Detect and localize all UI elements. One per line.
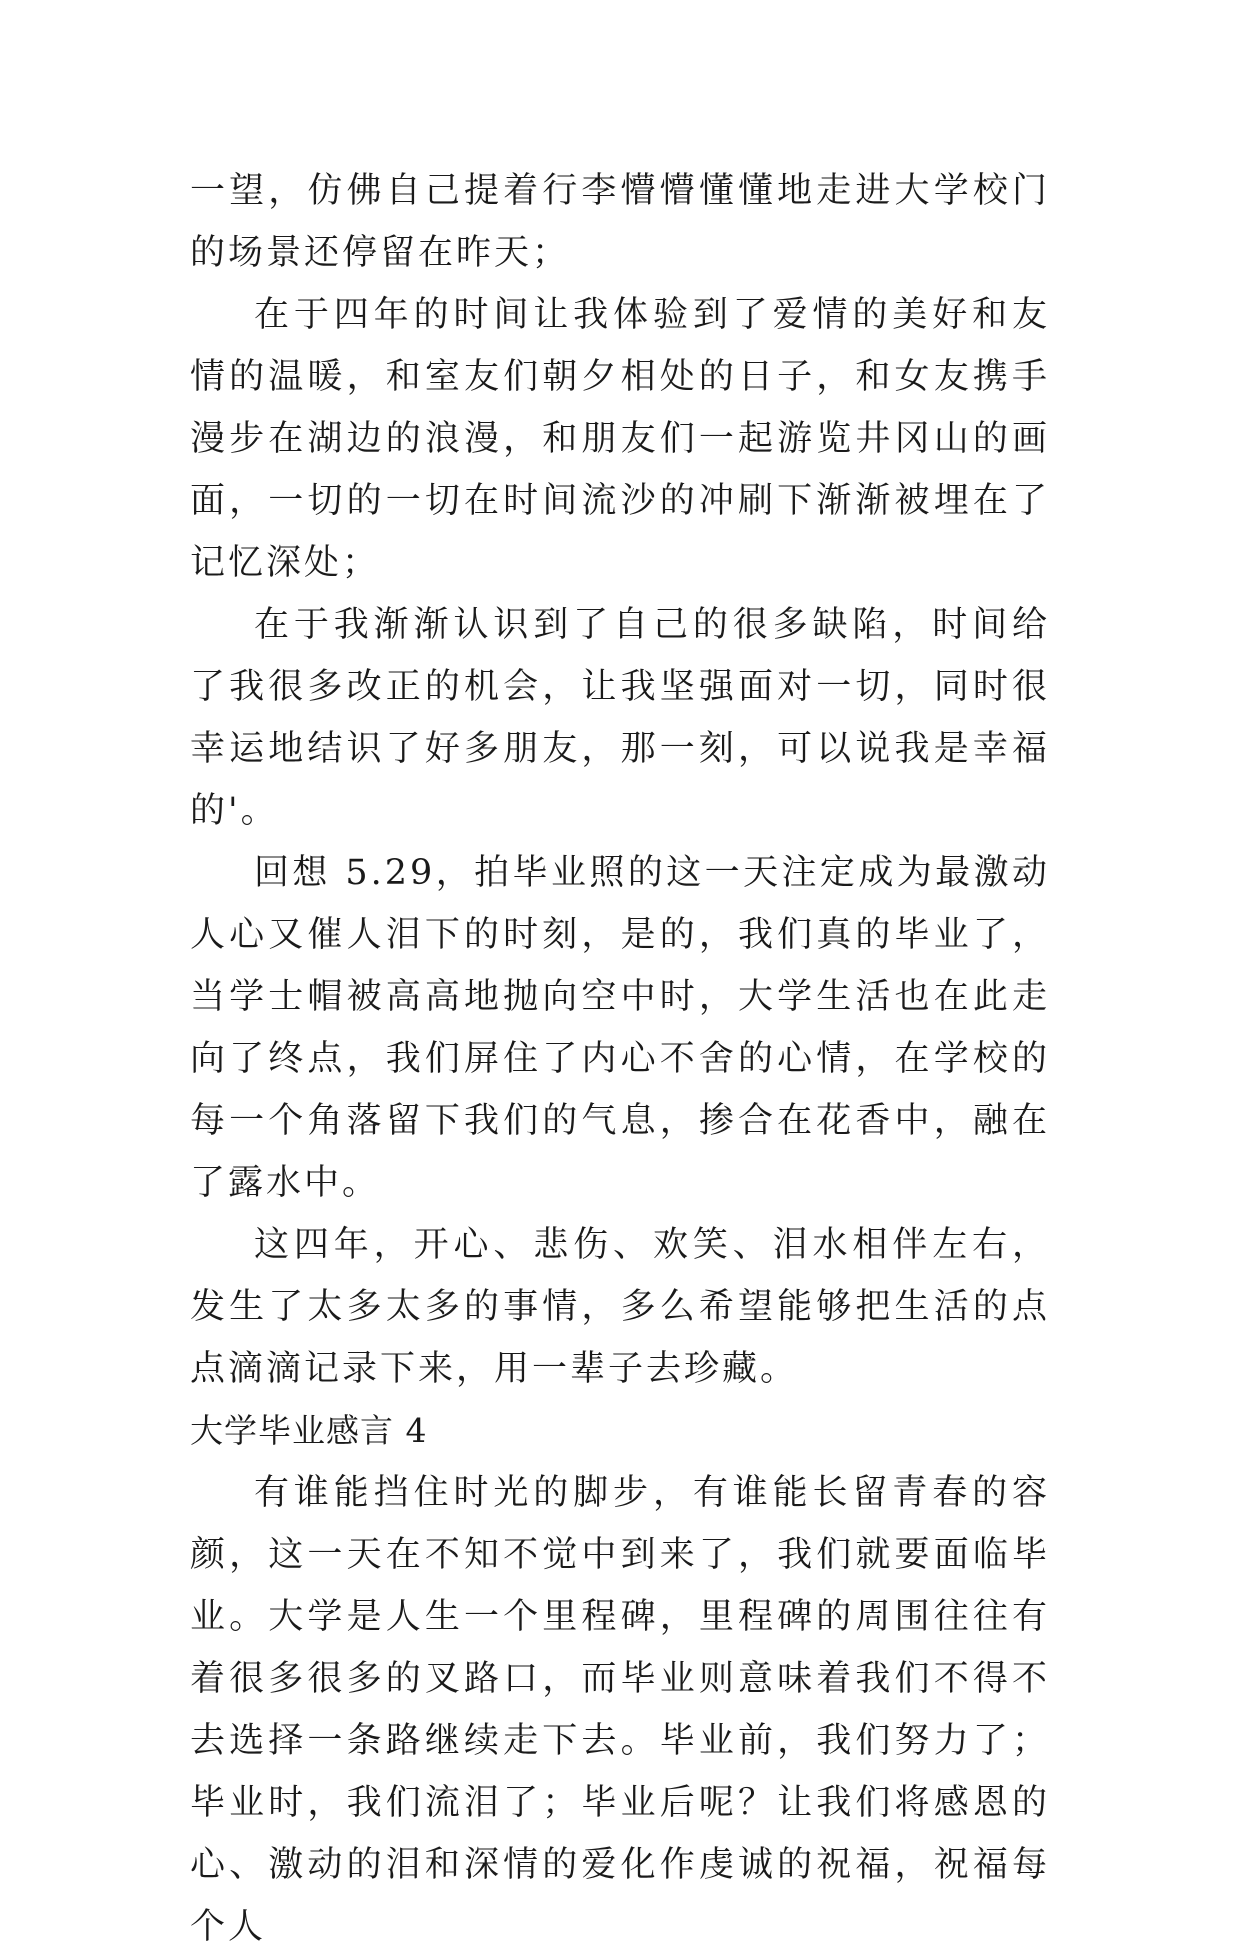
section-heading: 大学毕业感言 4	[190, 1411, 428, 1450]
paragraph-3: 在于我渐渐认识到了自己的很多缺陷，时间给了我很多改正的机会，让我坚强面对一切，同时很幸运地结识了好多朋友，那一刻，可以说我是幸福的'。	[190, 605, 1050, 831]
paragraph-1: 一望，仿佛自己提着行李懵懵懂懂地走进大学校门的场景还停留在昨天；	[190, 171, 1050, 273]
paragraph-6: 有谁能挡住时光的脚步，有谁能长留青春的容颜，这一天在不知不觉中到来了，我们就要面临毕业。大学是人生一个里程碑，里程碑的周围往往有着很多很多的叉路口，而毕业则意味着我们不得不去选择一条路继续走下去。毕业前，我们努力了；毕业时，我们流泪了；毕业后呢？让我们将感恩的心、激动的泪和深情的爱化作虔诚的祝福，祝福每个人	[190, 1473, 1050, 1947]
paragraph-2: 在于四年的时间让我体验到了爱情的美好和友情的温暖，和室友们朝夕相处的日子，和女友携手漫步在湖边的浪漫，和朋友们一起游览井冈山的画面，一切的一切在时间流沙的冲刷下渐渐被埋在了记忆深处；	[190, 295, 1050, 583]
paragraph-5: 这四年，开心、悲伤、欢笑、泪水相伴左右，发生了太多太多的事情，多么希望能够把生活的点点滴滴记录下来，用一辈子去珍藏。	[190, 1225, 1050, 1389]
document-body	[190, 160, 1050, 1958]
paragraph-4: 回想 5.29，拍毕业照的这一天注定成为最激动人心又催人泪下的时刻，是的，我们真的毕业了，当学士帽被高高地抛向空中时，大学生活也在此走向了终点，我们屏住了内心不舍的心情，在学校的每一个角落留下我们的气息，掺合在花香中，融在了露水中。	[190, 853, 1050, 1203]
